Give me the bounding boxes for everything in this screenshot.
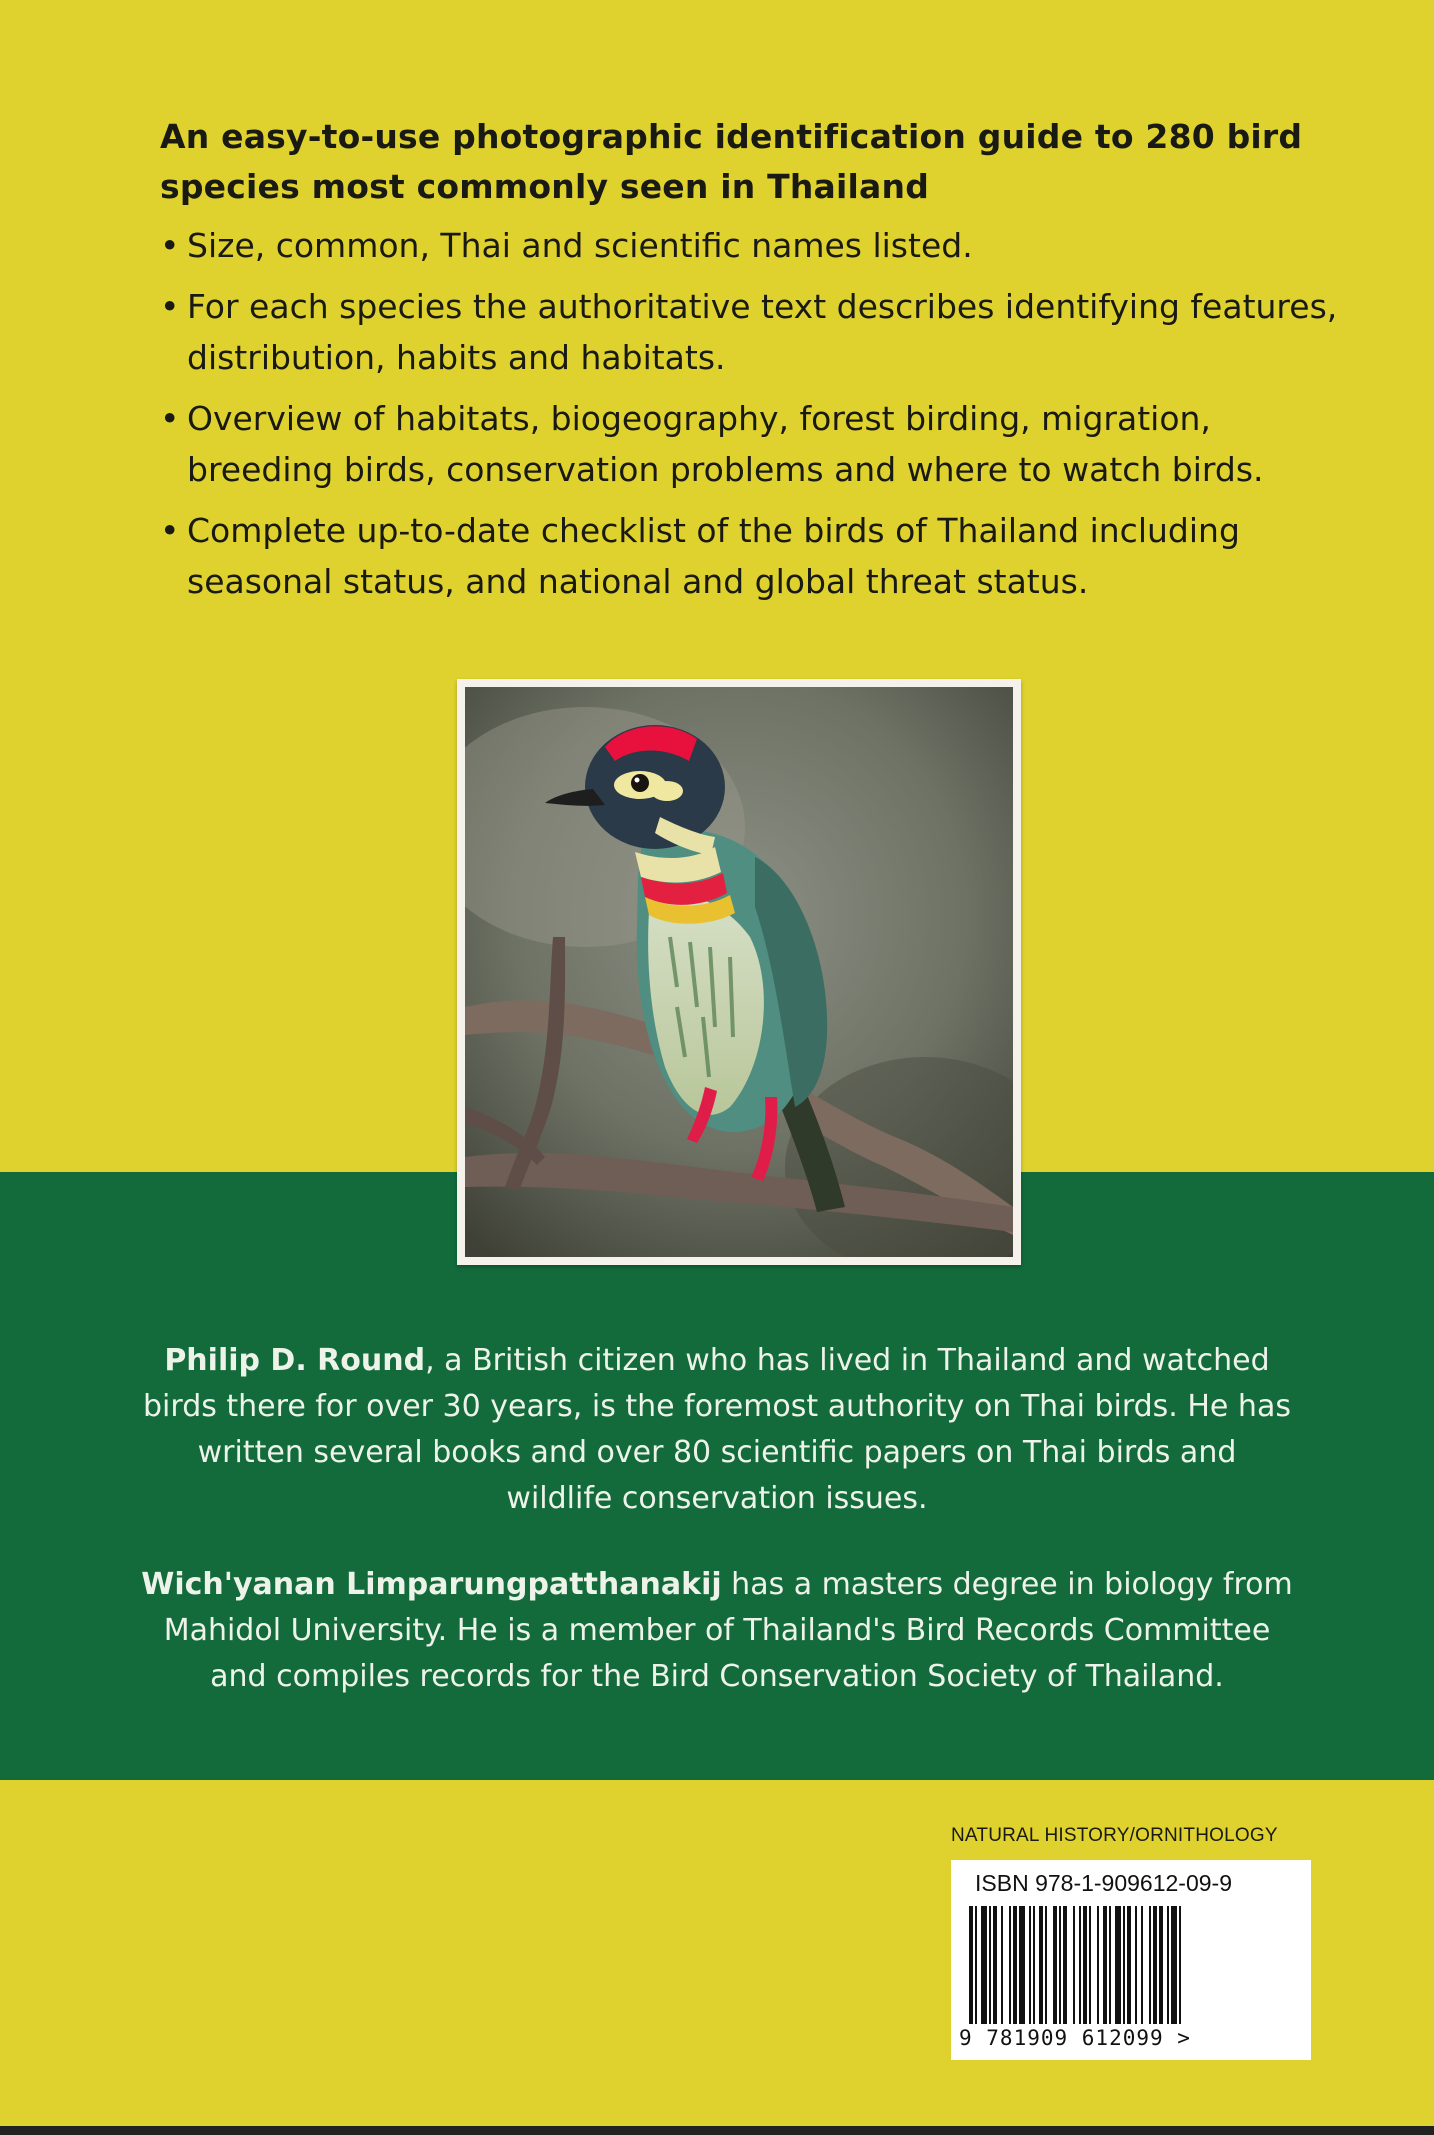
barcode-bar <box>1059 1906 1061 2024</box>
subject-category: NATURAL HISTORY/ORNITHOLOGY <box>951 1825 1278 1846</box>
barcode-bar <box>1019 1906 1025 2024</box>
barcode-bar <box>1153 1906 1157 2024</box>
barcode-bar <box>1115 1906 1121 2024</box>
bullet-icon: • <box>160 399 180 438</box>
barcode-bar <box>981 1906 987 2024</box>
feature-text: Overview of habitats, biogeography, forest birding, migration, breeding birds, conservation problems and where to watch birds. <box>187 399 1264 489</box>
isbn-label: ISBN 978-1-909612-09-9 <box>975 1870 1232 1896</box>
barcode-bar <box>1167 1906 1169 2024</box>
bullet-icon: • <box>160 511 180 550</box>
bullet-icon: • <box>160 226 180 265</box>
barcode-bar <box>1033 1906 1035 2024</box>
barcode-bar <box>1141 1906 1143 2024</box>
bullet-icon: • <box>160 287 180 326</box>
barcode-bar <box>989 1906 991 2024</box>
barcode-bar <box>1109 1906 1111 2024</box>
feature-item <box>160 505 1340 607</box>
barcode-bar <box>1179 1906 1181 2024</box>
photo-frame <box>457 679 1021 1265</box>
feature-list <box>160 220 1340 607</box>
barcode-bar <box>1149 1906 1151 2024</box>
barcode-bar <box>1001 1906 1003 2024</box>
barcode-bar <box>1079 1906 1081 2024</box>
barcode-bar <box>975 1906 977 2024</box>
blurb <box>160 112 1340 617</box>
bird-photo-icon <box>465 687 1013 1257</box>
feature-item <box>160 393 1340 495</box>
author-bio <box>140 1338 1294 1522</box>
barcode-bar <box>1171 1906 1177 2024</box>
barcode-bar <box>1123 1906 1125 2024</box>
barcode-bar <box>1089 1906 1091 2024</box>
barcode-bar <box>1083 1906 1087 2024</box>
author-bio <box>140 1562 1294 1700</box>
feature-text: Size, common, Thai and scientific names listed. <box>187 226 973 265</box>
feature-text: For each species the authoritative text describes identifying features, distribution, habits and habitats. <box>187 287 1338 377</box>
author-bio-text: has a masters degree in biology from Mahidol University. He is a member of Thailand's Bird Records Committee and compiles records for the Bird Conservation Society of Thailand. <box>163 1567 1293 1694</box>
barcode-bar <box>1073 1906 1075 2024</box>
author-bios <box>140 1338 1294 1740</box>
barcode-box <box>951 1860 1311 2060</box>
barcode-bar <box>1159 1906 1163 2024</box>
blurb-headline: An easy-to-use photographic identification guide to 280 bird species most commonly seen in Thailand <box>160 117 1303 206</box>
barcode-icon <box>969 1906 1295 2024</box>
author-bio-text: , a British citizen who has lived in Thailand and watched birds there for over 30 years, is the foremost authority on Thai birds. He has written several books and over 80 scientific papers on Thai birds and wildlife conservation issues. <box>143 1343 1291 1516</box>
barcode-bar <box>1063 1906 1067 2024</box>
barcode-bar <box>1127 1906 1131 2024</box>
barcode-bar <box>1103 1906 1107 2024</box>
barcode-bar <box>993 1906 997 2024</box>
barcode-bar <box>1009 1906 1011 2024</box>
author-name: Philip D. Round <box>164 1343 426 1378</box>
barcode-bar <box>969 1906 973 2024</box>
barcode-digits: 9 781909 612099 > <box>959 2026 1191 2050</box>
barcode-bar <box>1039 1906 1043 2024</box>
barcode-bar <box>1135 1906 1137 2024</box>
barcode-bar <box>1097 1906 1099 2024</box>
page-edge <box>0 2126 1434 2135</box>
barcode-bar <box>1045 1906 1047 2024</box>
feature-text: Complete up-to-date checklist of the birds of Thailand including seasonal status, and national and global threat status. <box>187 511 1240 601</box>
barcode-bar <box>1053 1906 1057 2024</box>
feature-item <box>160 220 1340 271</box>
author-name: Wich'yanan Limparungpatthanakij <box>141 1567 722 1602</box>
feature-item <box>160 281 1340 383</box>
barcode-bar <box>1029 1906 1031 2024</box>
barcode-bar <box>1013 1906 1017 2024</box>
